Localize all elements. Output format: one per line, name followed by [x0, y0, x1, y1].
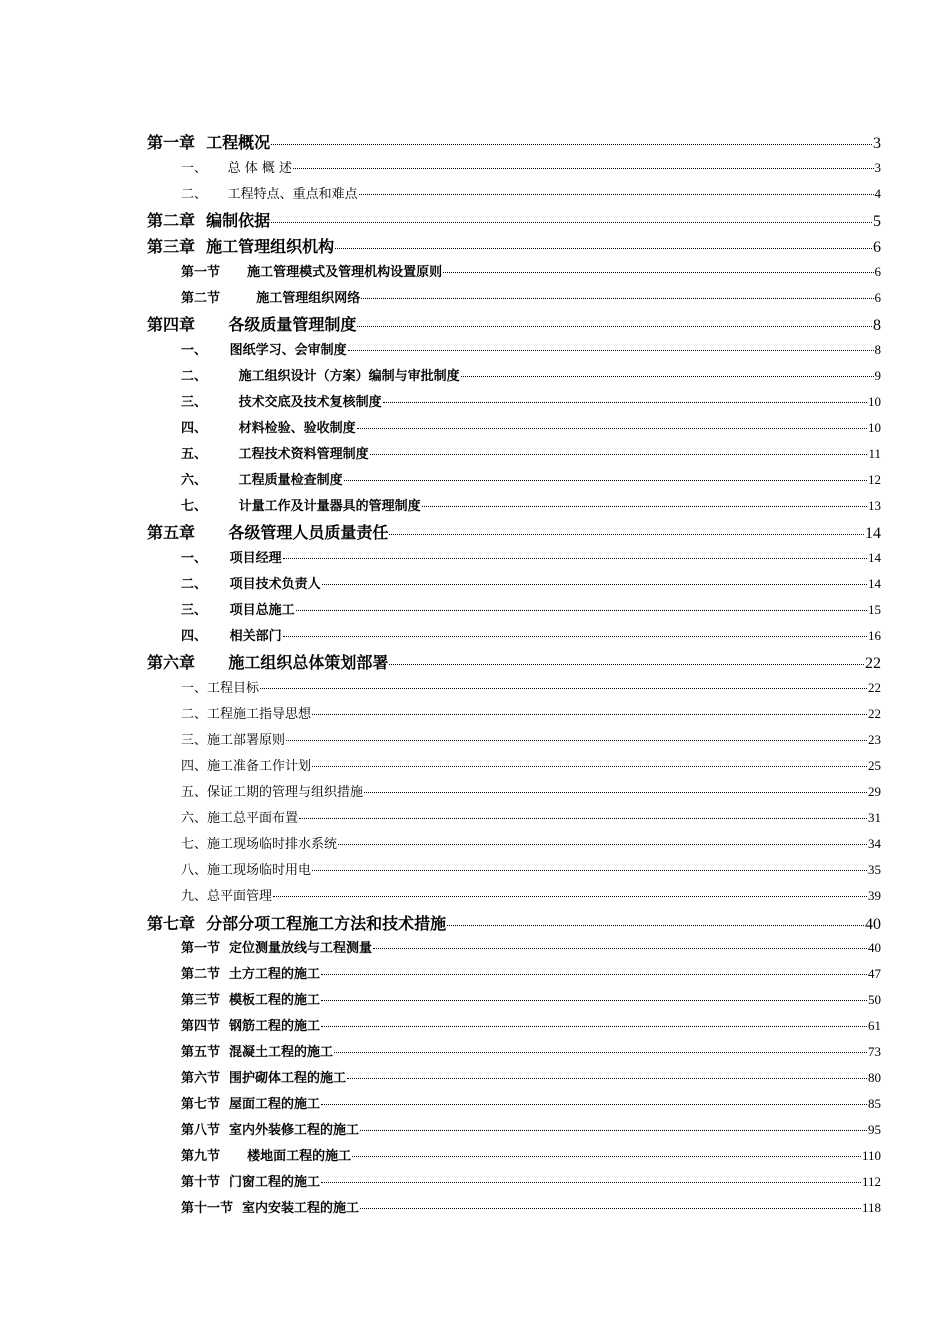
toc-entry-title: 第九节 楼地面工程的施工: [181, 1149, 352, 1164]
toc-chapter-row[interactable]: [147, 130, 881, 153]
toc-section-row[interactable]: [181, 547, 881, 566]
toc-dot-leader: [443, 272, 873, 273]
toc-page-number: 3: [874, 160, 881, 175]
toc-section-row[interactable]: [181, 1041, 881, 1060]
toc-dot-leader: [321, 1182, 861, 1183]
toc-dot-leader: [260, 688, 867, 689]
toc-dot-leader: [389, 664, 864, 665]
toc-entry-title: 第三章 施工管理组织机构: [147, 237, 335, 256]
toc-page-number: 39: [868, 888, 881, 903]
toc-dot-leader: [360, 1130, 867, 1131]
toc-entry-title: 六、 工程质量检查制度: [181, 473, 343, 488]
toc-dot-leader: [335, 248, 872, 249]
toc-page-number: 14: [868, 550, 881, 565]
toc-section-row[interactable]: [181, 573, 881, 592]
toc-dot-leader: [348, 350, 874, 351]
toc-page-number: 31: [868, 810, 881, 825]
toc-dot-leader: [271, 222, 872, 223]
toc-page-number: 110: [861, 1148, 881, 1163]
toc-page-number: 22: [868, 680, 881, 695]
toc-page-number: 13: [868, 498, 881, 513]
toc-page-number: 6: [873, 239, 881, 256]
toc-page-number: 29: [868, 784, 881, 799]
toc-dot-leader: [447, 925, 864, 926]
toc-page-number: 22: [865, 655, 881, 672]
toc-section-row[interactable]: [181, 391, 881, 410]
toc-entry-title: 第二节 施工管理组织网络: [181, 291, 361, 306]
toc-entry-title: 三、 技术交底及技术复核制度: [181, 395, 382, 410]
toc-page-number: 80: [868, 1070, 881, 1085]
toc-page-number: 9: [874, 368, 881, 383]
toc-page-number: 6: [874, 290, 881, 305]
toc-page-number: 47: [868, 966, 881, 981]
toc-page-number: 14: [865, 525, 881, 542]
toc-dot-leader: [334, 1052, 867, 1053]
toc-page-number: 50: [868, 992, 881, 1007]
toc-page-number: 23: [868, 732, 881, 747]
toc-section-row[interactable]: [181, 755, 881, 774]
toc-section-row[interactable]: [181, 729, 881, 748]
toc-dot-leader: [271, 144, 872, 145]
toc-chapter-row[interactable]: [147, 520, 881, 543]
toc-dot-leader: [338, 844, 867, 845]
toc-dot-leader: [293, 168, 873, 169]
toc-dot-leader: [299, 818, 867, 819]
toc-dot-leader: [283, 636, 867, 637]
toc-entry-title: 二、 项目技术负责人: [181, 577, 321, 592]
toc-dot-leader: [364, 792, 867, 793]
toc-page-number: 15: [868, 602, 881, 617]
toc-page-number: 12: [868, 472, 881, 487]
toc-dot-leader: [347, 1078, 867, 1079]
toc-section-row[interactable]: [181, 807, 881, 826]
toc-entry-title: 第七章 分部分项工程施工方法和技术措施: [147, 914, 447, 933]
toc-entry-title: 第四节 钢筋工程的施工: [181, 1019, 321, 1034]
toc-page-number: 3: [873, 135, 881, 152]
toc-dot-leader: [322, 584, 867, 585]
toc-entry-title: 二、工程施工指导思想: [181, 707, 312, 722]
toc-section-row[interactable]: [181, 625, 881, 644]
toc-dot-leader: [312, 870, 867, 871]
toc-entry-title: 第六章 施工组织总体策划部署: [147, 653, 389, 672]
toc-section-row[interactable]: [181, 183, 881, 202]
toc-page-number: 6: [874, 264, 881, 279]
toc-page-number: 11: [868, 446, 881, 461]
toc-entry-title: 六、施工总平面布置: [181, 811, 299, 826]
toc-entry-title: 第七节 屋面工程的施工: [181, 1097, 321, 1112]
toc-entry-title: 二、 工程特点、重点和难点: [181, 187, 358, 202]
toc-entry-title: 四、 材料检验、验收制度: [181, 421, 356, 436]
toc-entry-title: 三、施工部署原则: [181, 733, 286, 748]
toc-page-number: 14: [868, 576, 881, 591]
toc-page-number: 10: [868, 394, 881, 409]
toc-section-row[interactable]: [181, 287, 881, 306]
toc-section-row[interactable]: [181, 1145, 881, 1164]
toc-section-row[interactable]: [181, 989, 881, 1008]
toc-chapter-row[interactable]: [147, 208, 881, 231]
toc-page-number: 25: [868, 758, 881, 773]
toc-dot-leader: [357, 326, 872, 327]
toc-chapter-row[interactable]: [147, 234, 881, 257]
toc-entry-title: 五、 工程技术资料管理制度: [181, 447, 369, 462]
toc-dot-leader: [357, 428, 867, 429]
toc-entry-title: 第十节 门窗工程的施工: [181, 1175, 321, 1190]
toc-section-row[interactable]: [181, 339, 881, 358]
toc-entry-title: 一、 总 体 概 述: [181, 161, 293, 176]
toc-entry-title: 二、 施工组织设计（方案）编制与审批制度: [181, 369, 460, 384]
toc-dot-leader: [373, 948, 867, 949]
toc-section-row[interactable]: [181, 833, 881, 852]
toc-section-row[interactable]: [181, 1119, 881, 1138]
toc-dot-leader: [321, 974, 867, 975]
toc-page-number: 8: [873, 317, 881, 334]
toc-dot-leader: [344, 480, 867, 481]
toc-section-row[interactable]: [181, 469, 881, 488]
toc-entry-title: 三、 项目总施工: [181, 603, 295, 618]
toc-entry-title: 第八节 室内外装修工程的施工: [181, 1123, 360, 1138]
toc-entry-title: 第十一节 室内安装工程的施工: [181, 1201, 360, 1216]
toc-section-row[interactable]: [181, 885, 881, 904]
toc-dot-leader: [422, 506, 867, 507]
toc-entry-title: 一、工程目标: [181, 681, 260, 696]
toc-dot-leader: [283, 558, 867, 559]
toc-page-number: 16: [868, 628, 881, 643]
toc-dot-leader: [296, 610, 867, 611]
toc-page-number: 73: [868, 1044, 881, 1059]
toc-dot-leader: [286, 740, 867, 741]
toc-page-number: 34: [868, 836, 881, 851]
toc-section-row[interactable]: [181, 443, 881, 462]
toc-dot-leader: [352, 1156, 861, 1157]
toc-entry-title: 八、施工现场临时用电: [181, 863, 312, 878]
toc-page-number: 4: [874, 186, 881, 201]
toc-entry-title: 一、 项目经理: [181, 551, 282, 566]
toc-dot-leader: [312, 766, 867, 767]
toc-page-number: 35: [868, 862, 881, 877]
toc-entry-title: 第五章 各级管理人员质量责任: [147, 523, 389, 542]
toc-entry-title: 第四章 各级质量管理制度: [147, 315, 357, 334]
toc-chapter-row[interactable]: [147, 312, 881, 335]
toc-dot-leader: [312, 714, 867, 715]
toc-page-number: 22: [868, 706, 881, 721]
toc-section-row[interactable]: [181, 599, 881, 618]
toc-entry-title: 第一节 施工管理模式及管理机构设置原则: [181, 265, 443, 280]
toc-entry-title: 五、保证工期的管理与组织措施: [181, 785, 364, 800]
toc-page-number: 85: [868, 1096, 881, 1111]
toc-section-row[interactable]: [181, 937, 881, 956]
toc-entry-title: 七、 计量工作及计量器具的管理制度: [181, 499, 421, 514]
toc-page-number: 118: [861, 1200, 881, 1215]
toc-entry-title: 第三节 模板工程的施工: [181, 993, 321, 1008]
toc-section-row[interactable]: [181, 417, 881, 436]
toc-entry-title: 第二节 土方工程的施工: [181, 967, 321, 982]
toc-page-number: 112: [861, 1174, 881, 1189]
toc-entry-title: 第二章 编制依据: [147, 211, 271, 230]
toc-section-row[interactable]: [181, 1093, 881, 1112]
toc-entry-title: 一、 图纸学习、会审制度: [181, 343, 347, 358]
toc-dot-leader: [321, 1000, 867, 1001]
toc-dot-leader: [321, 1104, 867, 1105]
toc-dot-leader: [383, 402, 867, 403]
toc-section-row[interactable]: [181, 1015, 881, 1034]
toc-dot-leader: [273, 896, 867, 897]
toc-section-row[interactable]: [181, 495, 881, 514]
toc-dot-leader: [360, 1208, 861, 1209]
toc-chapter-row[interactable]: [147, 911, 881, 934]
toc-section-row[interactable]: [181, 261, 881, 280]
toc-section-row[interactable]: [181, 1171, 881, 1190]
toc-section-row[interactable]: [181, 365, 881, 384]
toc-section-row[interactable]: [181, 1067, 881, 1086]
toc-section-row[interactable]: [181, 781, 881, 800]
toc-entry-title: 第一章 工程概况: [147, 133, 271, 152]
toc-chapter-row[interactable]: [147, 650, 881, 673]
toc-page-number: 95: [868, 1122, 881, 1137]
toc-page-number: 40: [865, 916, 881, 933]
toc-section-row[interactable]: [181, 963, 881, 982]
toc-page-number: 5: [873, 213, 881, 230]
toc-entry-title: 四、 相关部门: [181, 629, 282, 644]
toc-section-row[interactable]: [181, 859, 881, 878]
toc-entry-title: 第五节 混凝土工程的施工: [181, 1045, 334, 1060]
toc-dot-leader: [361, 298, 873, 299]
toc-page-number: 61: [868, 1018, 881, 1033]
toc-section-row[interactable]: [181, 1197, 881, 1216]
toc-entry-title: 四、施工准备工作计划: [181, 759, 312, 774]
toc-page-number: 40: [868, 940, 881, 955]
toc-entry-title: 第六节 围护砌体工程的施工: [181, 1071, 347, 1086]
toc-dot-leader: [370, 454, 868, 455]
toc-entry-title: 九、总平面管理: [181, 889, 273, 904]
toc-section-row[interactable]: [181, 677, 881, 696]
toc-page-number: 10: [868, 420, 881, 435]
toc-entry-title: 七、施工现场临时排水系统: [181, 837, 338, 852]
toc-dot-leader: [359, 194, 874, 195]
toc-section-row[interactable]: [181, 157, 881, 176]
toc-dot-leader: [321, 1026, 867, 1027]
toc-section-row[interactable]: [181, 703, 881, 722]
toc-dot-leader: [389, 534, 864, 535]
toc-page-number: 8: [874, 342, 881, 357]
toc-entry-title: 第一节 定位测量放线与工程测量: [181, 941, 373, 956]
toc-dot-leader: [461, 376, 874, 377]
